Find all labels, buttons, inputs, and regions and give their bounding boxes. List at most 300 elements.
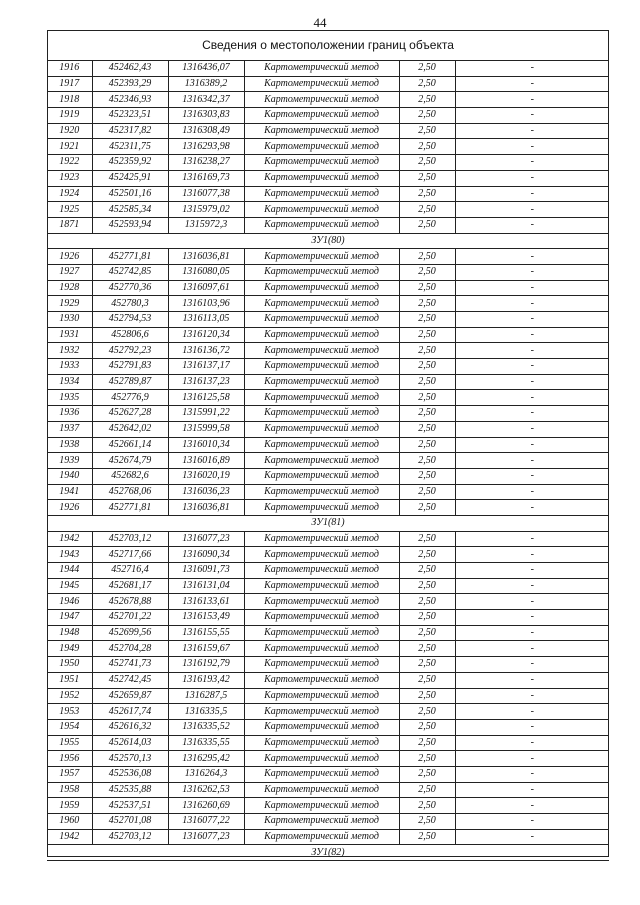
point-number-cell: 1926 bbox=[47, 249, 92, 265]
table-row bbox=[47, 108, 609, 124]
accuracy-cell: 2,50 bbox=[399, 139, 455, 155]
table-row bbox=[47, 625, 609, 641]
point-number-cell: 1955 bbox=[47, 735, 92, 751]
method-cell: Картометрический метод bbox=[244, 92, 399, 108]
accuracy-cell: 2,50 bbox=[399, 61, 455, 76]
table-row bbox=[47, 719, 609, 735]
description-cell: - bbox=[455, 625, 609, 641]
y-coordinate-cell: 1315979,02 bbox=[168, 202, 244, 218]
table-row bbox=[47, 468, 609, 484]
description-cell: - bbox=[455, 217, 609, 233]
accuracy-cell: 2,50 bbox=[399, 798, 455, 814]
description-cell: - bbox=[455, 312, 609, 328]
accuracy-cell: 2,50 bbox=[399, 625, 455, 641]
y-coordinate-cell: 1316335,52 bbox=[168, 719, 244, 735]
method-cell: Картометрический метод bbox=[244, 484, 399, 500]
method-cell: Картометрический метод bbox=[244, 468, 399, 484]
point-number-cell: 1953 bbox=[47, 704, 92, 720]
point-number-cell: 1918 bbox=[47, 92, 92, 108]
description-cell: - bbox=[455, 594, 609, 610]
y-coordinate-cell: 1316335,5 bbox=[168, 704, 244, 720]
description-cell: - bbox=[455, 139, 609, 155]
description-cell: - bbox=[455, 264, 609, 280]
point-number-cell: 1936 bbox=[47, 406, 92, 422]
x-coordinate-cell: 452616,32 bbox=[92, 719, 168, 735]
point-number-cell: 1932 bbox=[47, 343, 92, 359]
method-cell: Картометрический метод bbox=[244, 829, 399, 845]
accuracy-cell: 2,50 bbox=[399, 814, 455, 830]
table-row bbox=[47, 782, 609, 798]
point-number-cell: 1948 bbox=[47, 625, 92, 641]
method-cell: Картометрический метод bbox=[244, 123, 399, 139]
accuracy-cell: 2,50 bbox=[399, 531, 455, 547]
x-coordinate-cell: 452393,29 bbox=[92, 76, 168, 92]
y-coordinate-cell: 1316137,23 bbox=[168, 374, 244, 390]
description-cell: - bbox=[455, 468, 609, 484]
method-cell: Картометрический метод bbox=[244, 61, 399, 76]
accuracy-cell: 2,50 bbox=[399, 719, 455, 735]
table-row bbox=[47, 563, 609, 579]
accuracy-cell: 2,50 bbox=[399, 343, 455, 359]
point-number-cell: 1950 bbox=[47, 657, 92, 673]
point-number-cell: 1960 bbox=[47, 814, 92, 830]
y-coordinate-cell: 1316159,67 bbox=[168, 641, 244, 657]
method-cell: Картометрический метод bbox=[244, 578, 399, 594]
table-row bbox=[47, 390, 609, 406]
method-cell: Картометрический метод bbox=[244, 202, 399, 218]
x-coordinate-cell: 452789,87 bbox=[92, 374, 168, 390]
accuracy-cell: 2,50 bbox=[399, 202, 455, 218]
method-cell: Картометрический метод bbox=[244, 312, 399, 328]
x-coordinate-cell: 452501,16 bbox=[92, 186, 168, 202]
table-row bbox=[47, 751, 609, 767]
description-cell: - bbox=[455, 327, 609, 343]
x-coordinate-cell: 452741,73 bbox=[92, 657, 168, 673]
x-coordinate-cell: 452771,81 bbox=[92, 249, 168, 265]
accuracy-cell: 2,50 bbox=[399, 610, 455, 626]
method-cell: Картометрический метод bbox=[244, 500, 399, 516]
x-coordinate-cell: 452794,53 bbox=[92, 312, 168, 328]
method-cell: Картометрический метод bbox=[244, 76, 399, 92]
method-cell: Картометрический метод bbox=[244, 249, 399, 265]
section-label: ЗУ1(82) bbox=[47, 845, 609, 861]
accuracy-cell: 2,50 bbox=[399, 264, 455, 280]
point-number-cell: 1945 bbox=[47, 578, 92, 594]
accuracy-cell: 2,50 bbox=[399, 547, 455, 563]
method-cell: Картометрический метод bbox=[244, 217, 399, 233]
table-row bbox=[47, 484, 609, 500]
accuracy-cell: 2,50 bbox=[399, 390, 455, 406]
method-cell: Картометрический метод bbox=[244, 343, 399, 359]
y-coordinate-cell: 1316077,23 bbox=[168, 531, 244, 547]
accuracy-cell: 2,50 bbox=[399, 217, 455, 233]
accuracy-cell: 2,50 bbox=[399, 108, 455, 124]
description-cell: - bbox=[455, 76, 609, 92]
y-coordinate-cell: 1316264,3 bbox=[168, 766, 244, 782]
accuracy-cell: 2,50 bbox=[399, 76, 455, 92]
x-coordinate-cell: 452701,22 bbox=[92, 610, 168, 626]
y-coordinate-cell: 1316137,17 bbox=[168, 359, 244, 375]
table-row bbox=[47, 61, 609, 76]
description-cell: - bbox=[455, 610, 609, 626]
method-cell: Картометрический метод bbox=[244, 657, 399, 673]
y-coordinate-cell: 1316020,19 bbox=[168, 468, 244, 484]
description-cell: - bbox=[455, 719, 609, 735]
table-row bbox=[47, 437, 609, 453]
method-cell: Картометрический метод bbox=[244, 594, 399, 610]
y-coordinate-cell: 1316090,34 bbox=[168, 547, 244, 563]
x-coordinate-cell: 452537,51 bbox=[92, 798, 168, 814]
y-coordinate-cell: 1316077,23 bbox=[168, 829, 244, 845]
y-coordinate-cell: 1316097,61 bbox=[168, 280, 244, 296]
accuracy-cell: 2,50 bbox=[399, 123, 455, 139]
point-number-cell: 1954 bbox=[47, 719, 92, 735]
method-cell: Картометрический метод bbox=[244, 531, 399, 547]
method-cell: Картометрический метод bbox=[244, 751, 399, 767]
accuracy-cell: 2,50 bbox=[399, 170, 455, 186]
description-cell: - bbox=[455, 547, 609, 563]
point-number-cell: 1925 bbox=[47, 202, 92, 218]
accuracy-cell: 2,50 bbox=[399, 312, 455, 328]
section-row bbox=[47, 845, 609, 861]
y-coordinate-cell: 1316342,37 bbox=[168, 92, 244, 108]
x-coordinate-cell: 452703,12 bbox=[92, 531, 168, 547]
description-cell: - bbox=[455, 437, 609, 453]
accuracy-cell: 2,50 bbox=[399, 359, 455, 375]
point-number-cell: 1921 bbox=[47, 139, 92, 155]
x-coordinate-cell: 452311,75 bbox=[92, 139, 168, 155]
page-number: 44 bbox=[313, 15, 327, 30]
method-cell: Картометрический метод bbox=[244, 798, 399, 814]
accuracy-cell: 2,50 bbox=[399, 327, 455, 343]
table-row bbox=[47, 672, 609, 688]
table-row bbox=[47, 327, 609, 343]
y-coordinate-cell: 1316193,42 bbox=[168, 672, 244, 688]
x-coordinate-cell: 452701,08 bbox=[92, 814, 168, 830]
table-row bbox=[47, 202, 609, 218]
y-coordinate-cell: 1316113,05 bbox=[168, 312, 244, 328]
y-coordinate-cell: 1316010,34 bbox=[168, 437, 244, 453]
method-cell: Картометрический метод bbox=[244, 406, 399, 422]
y-coordinate-cell: 1316091,73 bbox=[168, 563, 244, 579]
y-coordinate-cell: 1316293,98 bbox=[168, 139, 244, 155]
point-number-cell: 1949 bbox=[47, 641, 92, 657]
section-row bbox=[47, 233, 609, 249]
description-cell: - bbox=[455, 782, 609, 798]
accuracy-cell: 2,50 bbox=[399, 421, 455, 437]
accuracy-cell: 2,50 bbox=[399, 829, 455, 845]
x-coordinate-cell: 452617,74 bbox=[92, 704, 168, 720]
description-cell: - bbox=[455, 688, 609, 704]
y-coordinate-cell: 1316133,61 bbox=[168, 594, 244, 610]
y-coordinate-cell: 1316436,07 bbox=[168, 61, 244, 76]
method-cell: Картометрический метод bbox=[244, 719, 399, 735]
point-number-cell: 1956 bbox=[47, 751, 92, 767]
x-coordinate-cell: 452792,23 bbox=[92, 343, 168, 359]
point-number-cell: 1917 bbox=[47, 76, 92, 92]
y-coordinate-cell: 1316155,55 bbox=[168, 625, 244, 641]
y-coordinate-cell: 1316287,5 bbox=[168, 688, 244, 704]
point-number-cell: 1927 bbox=[47, 264, 92, 280]
table-row bbox=[47, 374, 609, 390]
y-coordinate-cell: 1316295,42 bbox=[168, 751, 244, 767]
y-coordinate-cell: 1316153,49 bbox=[168, 610, 244, 626]
y-coordinate-cell: 1316077,38 bbox=[168, 186, 244, 202]
table-row bbox=[47, 829, 609, 845]
description-cell: - bbox=[455, 202, 609, 218]
table-row bbox=[47, 76, 609, 92]
y-coordinate-cell: 1315972,3 bbox=[168, 217, 244, 233]
point-number-cell: 1958 bbox=[47, 782, 92, 798]
y-coordinate-cell: 1316260,69 bbox=[168, 798, 244, 814]
y-coordinate-cell: 1316335,55 bbox=[168, 735, 244, 751]
accuracy-cell: 2,50 bbox=[399, 468, 455, 484]
point-number-cell: 1943 bbox=[47, 547, 92, 563]
table-row bbox=[47, 343, 609, 359]
table-row bbox=[47, 531, 609, 547]
point-number-cell: 1959 bbox=[47, 798, 92, 814]
description-cell: - bbox=[455, 170, 609, 186]
description-cell: - bbox=[455, 751, 609, 767]
accuracy-cell: 2,50 bbox=[399, 453, 455, 469]
method-cell: Картометрический метод bbox=[244, 264, 399, 280]
coordinates-table-body bbox=[47, 61, 609, 861]
point-number-cell: 1930 bbox=[47, 312, 92, 328]
y-coordinate-cell: 1316103,96 bbox=[168, 296, 244, 312]
y-coordinate-cell: 1316036,81 bbox=[168, 249, 244, 265]
accuracy-cell: 2,50 bbox=[399, 578, 455, 594]
point-number-cell: 1957 bbox=[47, 766, 92, 782]
method-cell: Картометрический метод bbox=[244, 390, 399, 406]
table-row bbox=[47, 814, 609, 830]
description-cell: - bbox=[455, 61, 609, 76]
point-number-cell: 1928 bbox=[47, 280, 92, 296]
table-row bbox=[47, 578, 609, 594]
description-cell: - bbox=[455, 406, 609, 422]
method-cell: Картометрический метод bbox=[244, 186, 399, 202]
method-cell: Картометрический метод bbox=[244, 453, 399, 469]
table-row bbox=[47, 453, 609, 469]
table-row bbox=[47, 296, 609, 312]
accuracy-cell: 2,50 bbox=[399, 594, 455, 610]
point-number-cell: 1937 bbox=[47, 421, 92, 437]
x-coordinate-cell: 452425,91 bbox=[92, 170, 168, 186]
point-number-cell: 1920 bbox=[47, 123, 92, 139]
x-coordinate-cell: 452681,17 bbox=[92, 578, 168, 594]
x-coordinate-cell: 452627,28 bbox=[92, 406, 168, 422]
description-cell: - bbox=[455, 390, 609, 406]
section-row bbox=[47, 515, 609, 531]
y-coordinate-cell: 1316303,83 bbox=[168, 108, 244, 124]
description-cell: - bbox=[455, 641, 609, 657]
accuracy-cell: 2,50 bbox=[399, 766, 455, 782]
table-row bbox=[47, 610, 609, 626]
accuracy-cell: 2,50 bbox=[399, 249, 455, 265]
description-cell: - bbox=[455, 814, 609, 830]
x-coordinate-cell: 452593,94 bbox=[92, 217, 168, 233]
point-number-cell: 1952 bbox=[47, 688, 92, 704]
description-cell: - bbox=[455, 704, 609, 720]
point-number-cell: 1940 bbox=[47, 468, 92, 484]
method-cell: Картометрический метод bbox=[244, 704, 399, 720]
table-row bbox=[47, 421, 609, 437]
y-coordinate-cell: 1316131,04 bbox=[168, 578, 244, 594]
x-coordinate-cell: 452642,02 bbox=[92, 421, 168, 437]
point-number-cell: 1946 bbox=[47, 594, 92, 610]
y-coordinate-cell: 1316136,72 bbox=[168, 343, 244, 359]
method-cell: Картометрический метод bbox=[244, 437, 399, 453]
x-coordinate-cell: 452535,88 bbox=[92, 782, 168, 798]
method-cell: Картометрический метод bbox=[244, 374, 399, 390]
point-number-cell: 1929 bbox=[47, 296, 92, 312]
x-coordinate-cell: 452317,82 bbox=[92, 123, 168, 139]
x-coordinate-cell: 452359,92 bbox=[92, 155, 168, 171]
table-row bbox=[47, 139, 609, 155]
description-cell: - bbox=[455, 672, 609, 688]
table-row bbox=[47, 594, 609, 610]
x-coordinate-cell: 452570,13 bbox=[92, 751, 168, 767]
table-row bbox=[47, 798, 609, 814]
point-number-cell: 1951 bbox=[47, 672, 92, 688]
x-coordinate-cell: 452678,88 bbox=[92, 594, 168, 610]
x-coordinate-cell: 452742,85 bbox=[92, 264, 168, 280]
table-row bbox=[47, 406, 609, 422]
x-coordinate-cell: 452704,28 bbox=[92, 641, 168, 657]
description-cell: - bbox=[455, 453, 609, 469]
description-cell: - bbox=[455, 531, 609, 547]
description-cell: - bbox=[455, 374, 609, 390]
y-coordinate-cell: 1316036,81 bbox=[168, 500, 244, 516]
x-coordinate-cell: 452614,03 bbox=[92, 735, 168, 751]
accuracy-cell: 2,50 bbox=[399, 374, 455, 390]
table-row bbox=[47, 170, 609, 186]
method-cell: Картометрический метод bbox=[244, 610, 399, 626]
point-number-cell: 1919 bbox=[47, 108, 92, 124]
accuracy-cell: 2,50 bbox=[399, 406, 455, 422]
x-coordinate-cell: 452742,45 bbox=[92, 672, 168, 688]
y-coordinate-cell: 1316036,23 bbox=[168, 484, 244, 500]
method-cell: Картометрический метод bbox=[244, 563, 399, 579]
x-coordinate-cell: 452661,14 bbox=[92, 437, 168, 453]
x-coordinate-cell: 452323,51 bbox=[92, 108, 168, 124]
description-cell: - bbox=[455, 563, 609, 579]
coordinates-table bbox=[47, 61, 609, 861]
table-row bbox=[47, 766, 609, 782]
accuracy-cell: 2,50 bbox=[399, 563, 455, 579]
method-cell: Картометрический метод bbox=[244, 641, 399, 657]
section-label: ЗУ1(80) bbox=[47, 233, 609, 249]
point-number-cell: 1935 bbox=[47, 390, 92, 406]
x-coordinate-cell: 452682,6 bbox=[92, 468, 168, 484]
description-cell: - bbox=[455, 359, 609, 375]
accuracy-cell: 2,50 bbox=[399, 92, 455, 108]
description-cell: - bbox=[455, 766, 609, 782]
method-cell: Картометрический метод bbox=[244, 547, 399, 563]
x-coordinate-cell: 452776,9 bbox=[92, 390, 168, 406]
x-coordinate-cell: 452780,3 bbox=[92, 296, 168, 312]
y-coordinate-cell: 1316120,34 bbox=[168, 327, 244, 343]
y-coordinate-cell: 1316262,53 bbox=[168, 782, 244, 798]
point-number-cell: 1923 bbox=[47, 170, 92, 186]
point-number-cell: 1924 bbox=[47, 186, 92, 202]
point-number-cell: 1938 bbox=[47, 437, 92, 453]
point-number-cell: 1942 bbox=[47, 829, 92, 845]
accuracy-cell: 2,50 bbox=[399, 280, 455, 296]
method-cell: Картометрический метод bbox=[244, 688, 399, 704]
table-heading: Сведения о местоположении границ объекта bbox=[47, 30, 609, 61]
method-cell: Картометрический метод bbox=[244, 155, 399, 171]
x-coordinate-cell: 452585,34 bbox=[92, 202, 168, 218]
description-cell: - bbox=[455, 343, 609, 359]
x-coordinate-cell: 452659,87 bbox=[92, 688, 168, 704]
description-cell: - bbox=[455, 735, 609, 751]
y-coordinate-cell: 1316238,27 bbox=[168, 155, 244, 171]
method-cell: Картометрический метод bbox=[244, 735, 399, 751]
table-row bbox=[47, 547, 609, 563]
description-cell: - bbox=[455, 123, 609, 139]
table-row bbox=[47, 735, 609, 751]
point-number-cell: 1947 bbox=[47, 610, 92, 626]
y-coordinate-cell: 1316125,58 bbox=[168, 390, 244, 406]
point-number-cell: 1941 bbox=[47, 484, 92, 500]
accuracy-cell: 2,50 bbox=[399, 657, 455, 673]
accuracy-cell: 2,50 bbox=[399, 296, 455, 312]
description-cell: - bbox=[455, 798, 609, 814]
description-cell: - bbox=[455, 484, 609, 500]
point-number-cell: 1933 bbox=[47, 359, 92, 375]
method-cell: Картометрический метод bbox=[244, 766, 399, 782]
table-row bbox=[47, 249, 609, 265]
description-cell: - bbox=[455, 296, 609, 312]
table-row bbox=[47, 264, 609, 280]
method-cell: Картометрический метод bbox=[244, 280, 399, 296]
accuracy-cell: 2,50 bbox=[399, 155, 455, 171]
point-number-cell: 1922 bbox=[47, 155, 92, 171]
table-row bbox=[47, 155, 609, 171]
description-cell: - bbox=[455, 108, 609, 124]
y-coordinate-cell: 1316016,89 bbox=[168, 453, 244, 469]
description-cell: - bbox=[455, 186, 609, 202]
description-cell: - bbox=[455, 829, 609, 845]
y-coordinate-cell: 1316080,05 bbox=[168, 264, 244, 280]
x-coordinate-cell: 452536,08 bbox=[92, 766, 168, 782]
table-row bbox=[47, 280, 609, 296]
table-row bbox=[47, 123, 609, 139]
accuracy-cell: 2,50 bbox=[399, 186, 455, 202]
table-row bbox=[47, 92, 609, 108]
x-coordinate-cell: 452462,43 bbox=[92, 61, 168, 76]
x-coordinate-cell: 452806,6 bbox=[92, 327, 168, 343]
x-coordinate-cell: 452791,83 bbox=[92, 359, 168, 375]
accuracy-cell: 2,50 bbox=[399, 688, 455, 704]
table-row bbox=[47, 186, 609, 202]
x-coordinate-cell: 452771,81 bbox=[92, 500, 168, 516]
method-cell: Картометрический метод bbox=[244, 108, 399, 124]
accuracy-cell: 2,50 bbox=[399, 704, 455, 720]
table-row bbox=[47, 500, 609, 516]
accuracy-cell: 2,50 bbox=[399, 437, 455, 453]
description-cell: - bbox=[455, 249, 609, 265]
accuracy-cell: 2,50 bbox=[399, 500, 455, 516]
method-cell: Картометрический метод bbox=[244, 296, 399, 312]
x-coordinate-cell: 452699,56 bbox=[92, 625, 168, 641]
accuracy-cell: 2,50 bbox=[399, 484, 455, 500]
y-coordinate-cell: 1315991,22 bbox=[168, 406, 244, 422]
y-coordinate-cell: 1315999,58 bbox=[168, 421, 244, 437]
x-coordinate-cell: 452346,93 bbox=[92, 92, 168, 108]
table-row bbox=[47, 657, 609, 673]
table-row bbox=[47, 312, 609, 328]
